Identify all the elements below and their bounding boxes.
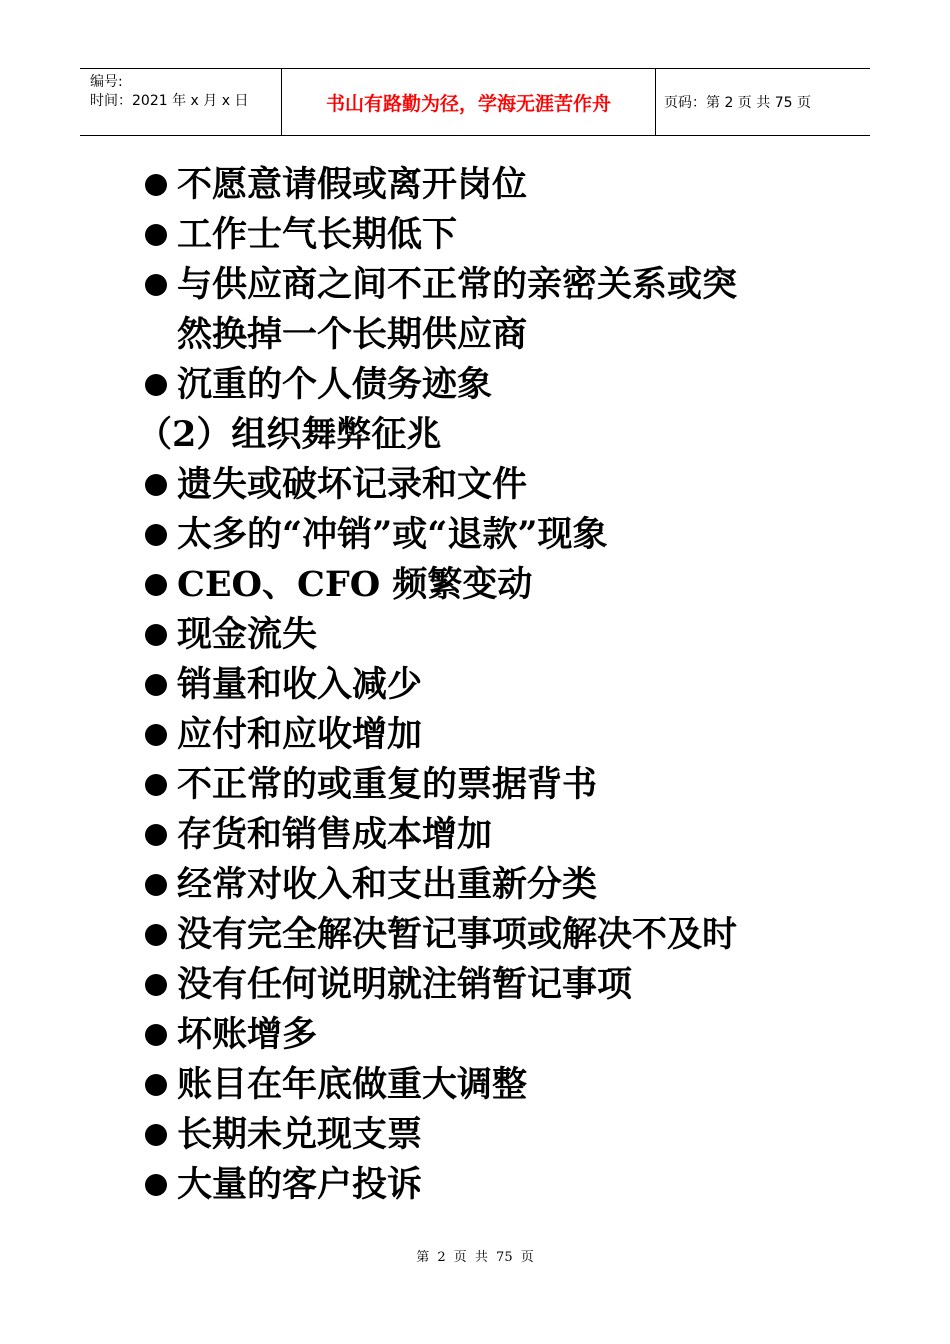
list-item	[145, 860, 865, 910]
list-item	[145, 510, 865, 560]
list-item-text: 应付和应收增加	[177, 714, 423, 755]
header-page-info: 页码：第 2 页 共 75 页	[664, 95, 811, 111]
list-item-text: 坏账增多	[177, 1014, 318, 1055]
list-item	[145, 760, 865, 810]
list-item-text: 销量和收入减少	[177, 664, 423, 705]
bullet-icon	[145, 174, 167, 196]
section-heading	[137, 410, 865, 460]
list-item-text: 长期未兑现支票	[177, 1114, 423, 1155]
bullet-icon	[145, 1024, 167, 1046]
document-time-label: 时间：2021 年 x 月 x 日	[90, 93, 249, 109]
list-item	[145, 660, 865, 710]
list-item	[145, 360, 865, 410]
list-item	[145, 210, 865, 260]
bullet-icon	[145, 824, 167, 846]
bullet-icon	[145, 1124, 167, 1146]
list-item-text: 没有完全解决暂记事项或解决不及时	[177, 914, 738, 955]
list-item	[145, 1010, 865, 1060]
list-item-text: 现金流失	[177, 614, 318, 655]
bullet-icon	[145, 924, 167, 946]
bullet-icon	[145, 1074, 167, 1096]
bullet-icon	[145, 624, 167, 646]
list-item-text: 没有任何说明就注销暂记事项	[177, 964, 633, 1005]
list-item	[145, 810, 865, 860]
list-item	[145, 260, 865, 310]
list-item	[145, 710, 865, 760]
document-number-label: 编号:	[90, 74, 123, 90]
list-item	[145, 460, 865, 510]
list-item-text: 存货和销售成本增加	[177, 814, 493, 855]
bullet-icon	[145, 1174, 167, 1196]
bullet-icon	[145, 874, 167, 896]
page-footer: 第 2 页 共 75 页	[416, 1250, 534, 1265]
list-item-text: （2）组织舞弊征兆	[137, 414, 442, 455]
header-meta	[80, 69, 282, 135]
list-item-text: 然换掉一个长期供应商	[177, 314, 528, 355]
list-item	[145, 160, 865, 210]
list-item-continuation	[145, 310, 865, 360]
list-item	[145, 560, 865, 610]
bullet-icon	[145, 474, 167, 496]
list-item-text: 沉重的个人债务迹象	[177, 364, 493, 405]
bullet-icon	[145, 374, 167, 396]
list-item	[145, 1160, 865, 1210]
bullet-icon	[145, 774, 167, 796]
list-item-text: 账目在年底做重大调整	[177, 1064, 528, 1105]
bullet-icon	[145, 574, 167, 596]
bullet-icon	[145, 724, 167, 746]
list-item	[145, 610, 865, 660]
list-item	[145, 1060, 865, 1110]
list-item-text: 遗失或破坏记录和文件	[177, 464, 528, 505]
header-motto: 书山有路勤为径，学海无涯苦作舟	[282, 69, 656, 135]
list-item-text: 不正常的或重复的票据背书	[177, 764, 598, 805]
bullet-icon	[145, 524, 167, 546]
list-item	[145, 1110, 865, 1160]
document-body	[137, 160, 865, 1210]
list-item-text: CEO、CFO 频繁变动	[177, 564, 533, 605]
bullet-icon	[145, 974, 167, 996]
list-item	[145, 910, 865, 960]
bullet-icon	[145, 224, 167, 246]
bullet-icon	[145, 674, 167, 696]
list-item-text: 大量的客户投诉	[177, 1164, 423, 1205]
bullet-icon	[145, 274, 167, 296]
list-item-text: 与供应商之间不正常的亲密关系或突	[177, 264, 738, 305]
list-item-text: 太多的“冲销”或“退款”现象	[177, 514, 608, 555]
list-item-text: 经常对收入和支出重新分类	[177, 864, 598, 905]
list-item-text: 不愿意请假或离开岗位	[177, 164, 528, 205]
list-item-text: 工作士气长期低下	[177, 214, 458, 255]
page-header	[80, 68, 870, 136]
list-item	[145, 960, 865, 1010]
